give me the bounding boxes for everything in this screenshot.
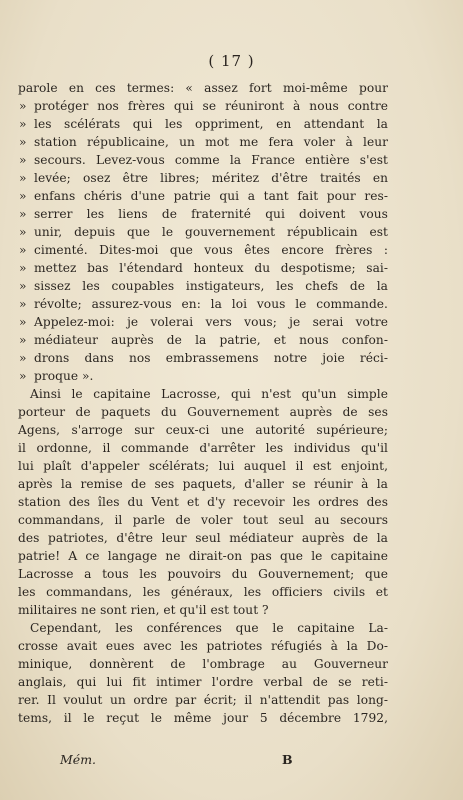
footer-signature: Mém. — [60, 752, 97, 767]
text-line: » proque ». — [18, 367, 388, 385]
text-line: Lacrosse a tous les pouvoirs du Gouvernement; que — [18, 567, 388, 581]
text-line: Ainsi le capitaine Lacrosse, qui n'est qu'un simple — [30, 387, 388, 401]
text-line: » révolte; assurez-vous en: la loi vous le commande. — [18, 295, 388, 313]
text-line: » unir, depuis que le gouvernement républicain est — [18, 223, 388, 241]
text-line: » enfans chéris d'une patrie qui a tant fait pour res- — [18, 187, 388, 205]
text-line: » cimenté. Dites-moi que vous êtes encore frères : — [18, 241, 388, 259]
text-line: » médiateur auprès de la patrie, et nous confon- — [18, 331, 388, 349]
text-line: » les scélérats qui les oppriment, en attendant la — [18, 115, 388, 133]
text-line: » drons dans nos embrassemens notre joie réci- — [18, 349, 388, 367]
text-line: » levée; osez être libres; méritez d'être traités en — [18, 169, 388, 187]
text-line: » Appelez-moi: je volerai vers vous; je serai votre — [18, 313, 388, 331]
text-line: crosse avait eues avec les patriotes réfugiés à la Do- — [18, 639, 388, 653]
text-line: » station républicaine, un mot me fera voler à leur — [18, 133, 388, 151]
text-line: Cependant, les conférences que le capitaine La- — [30, 621, 388, 635]
text-line: lui plaît d'appeler scélérats; lui auquel il est enjoint, — [18, 459, 388, 473]
text-line: » secours. Levez-vous comme la France entière s'est — [18, 151, 388, 169]
text-line: anglais, qui lui fit intimer l'ordre verbal de se reti- — [18, 675, 388, 689]
text-line: » mettez bas l'étendard honteux du despotisme; sai- — [18, 259, 388, 277]
text-line: patrie! A ce langage ne dirait-on pas que le capitaine — [18, 549, 388, 563]
text-line: militaires ne sont rien, et qu'il est tout ? — [18, 603, 269, 617]
page-number: ( 17 ) — [208, 52, 255, 70]
text-line: parole en ces termes: « assez fort moi-même pour — [18, 81, 388, 95]
text-line: station des îles du Vent et d'y recevoir les ordres des — [18, 495, 388, 509]
text-line: porteur de paquets du Gouvernement auprès de ses — [18, 405, 388, 419]
text-line: Agens, s'arroge sur ceux-ci une autorité supérieure; — [18, 423, 388, 437]
text-line: après la remise de ses paquets, d'aller se réunir à la — [18, 477, 388, 491]
text-line: » sissez les coupables instigateurs, les chefs de la — [18, 277, 388, 295]
text-line: » protéger nos frères qui se réuniront à nous contre — [18, 97, 388, 115]
text-line: rer. Il voulut un ordre par écrit; il n'attendit pas long- — [18, 693, 388, 707]
text-line: les commandans, les généraux, les officiers civils et — [18, 585, 388, 599]
text-line: » serrer les liens de fraternité qui doivent vous — [18, 205, 388, 223]
text-line: tems, il le reçut le même jour 5 décembre 1792, — [18, 711, 388, 725]
text-line: commandans, il parle de voler tout seul au secours — [18, 513, 388, 527]
footer-signature-mark: B — [282, 752, 293, 767]
text-line: il ordonne, il commande d'arrêter les individus qu'il — [18, 441, 388, 455]
text-line: des patriotes, d'être leur seul médiateur auprès de la — [18, 531, 388, 545]
body-text — [18, 79, 388, 727]
text-line: minique, donnèrent de l'ombrage au Gouverneur — [18, 657, 388, 671]
